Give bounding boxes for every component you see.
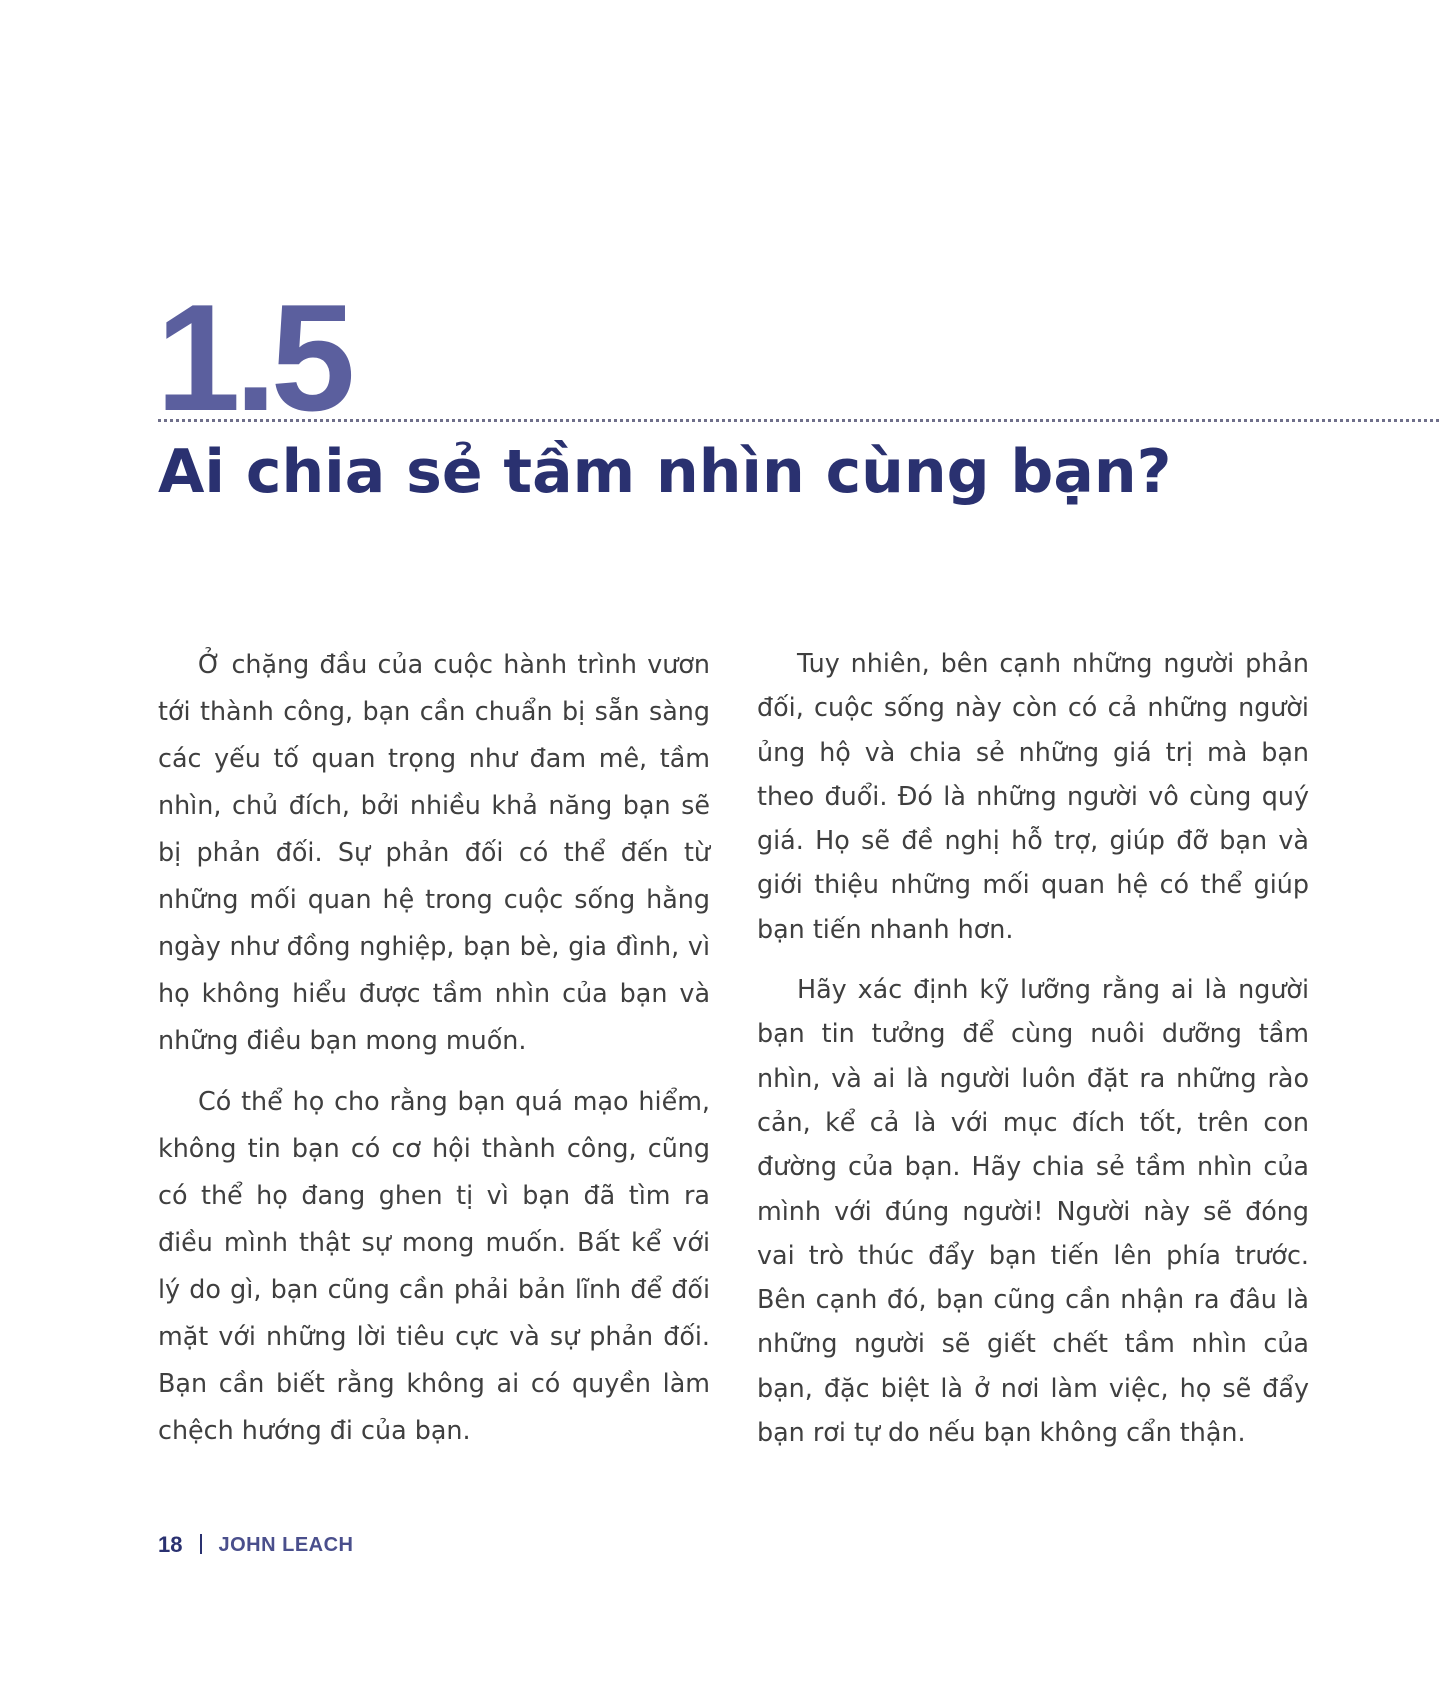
- section-number: 1.5: [156, 273, 350, 443]
- paragraph: Hãy xác định kỹ lưỡng rằng ai là người bạn tin tưởng để cùng nuôi dưỡng tầm nhìn, và ai là người luôn đặt ra những rào cản, kể cả là với mục đích tốt, trên con đường của bạn. Hãy chia sẻ tầm nhìn của mình với đúng người! Người này sẽ đóng vai trò thúc đẩy bạn tiến lên phía trước. Bên cạnh đó, bạn cũng cần nhận ra đâu là những người sẽ giết chết tầm nhìn của bạn, đặc biệt là ở nơi làm việc, họ sẽ đẩy bạn rơi tự do nếu bạn không cẩn thận.: [757, 974, 1309, 1448]
- paragraph: Ở chặng đầu của cuộc hành trình vươn tới thành công, bạn cần chuẩn bị sẵn sàng các yếu tố quan trọng như đam mê, tầm nhìn, chủ đích, bởi nhiều khả năng bạn sẽ bị phản đối. Sự phản đối có thể đến từ những mối quan hệ trong cuộc sống hằng ngày như đồng nghiệp, bạn bè, gia đình, vì họ không hiểu được tầm nhìn của bạn và những điều bạn mong muốn.: [158, 649, 710, 1055]
- right-column: [757, 641, 1309, 1454]
- page-footer: [158, 1530, 354, 1560]
- paragraph: Tuy nhiên, bên cạnh những người phản đối, cuộc sống này còn có cả những người ủng hộ và chia sẻ những giá trị mà bạn theo đuổi. Đó là những người vô cùng quý giá. Họ sẽ đề nghị hỗ trợ, giúp đỡ bạn và giới thiệu những mối quan hệ có thể giúp bạn tiến nhanh hơn.: [757, 648, 1309, 944]
- section-title: Ai chia sẻ tầm nhìn cùng bạn?: [158, 437, 1172, 507]
- paragraph: Có thể họ cho rằng bạn quá mạo hiểm, không tin bạn có cơ hội thành công, cũng có thể họ đang ghen tị vì bạn đã tìm ra điều mình thật sự mong muốn. Bất kể với lý do gì, bạn cũng cần phải bản lĩnh để đối mặt với những lời tiêu cực và sự phản đối. Bạn cần biết rằng không ai có quyền làm chệch hướng đi của bạn.: [158, 1086, 710, 1445]
- page-number: 18: [158, 1532, 183, 1557]
- dotted-divider: [158, 419, 1439, 422]
- author-name: JOHN LEACH: [218, 1533, 354, 1556]
- footer-separator: [200, 1534, 202, 1554]
- left-column: [158, 641, 710, 1454]
